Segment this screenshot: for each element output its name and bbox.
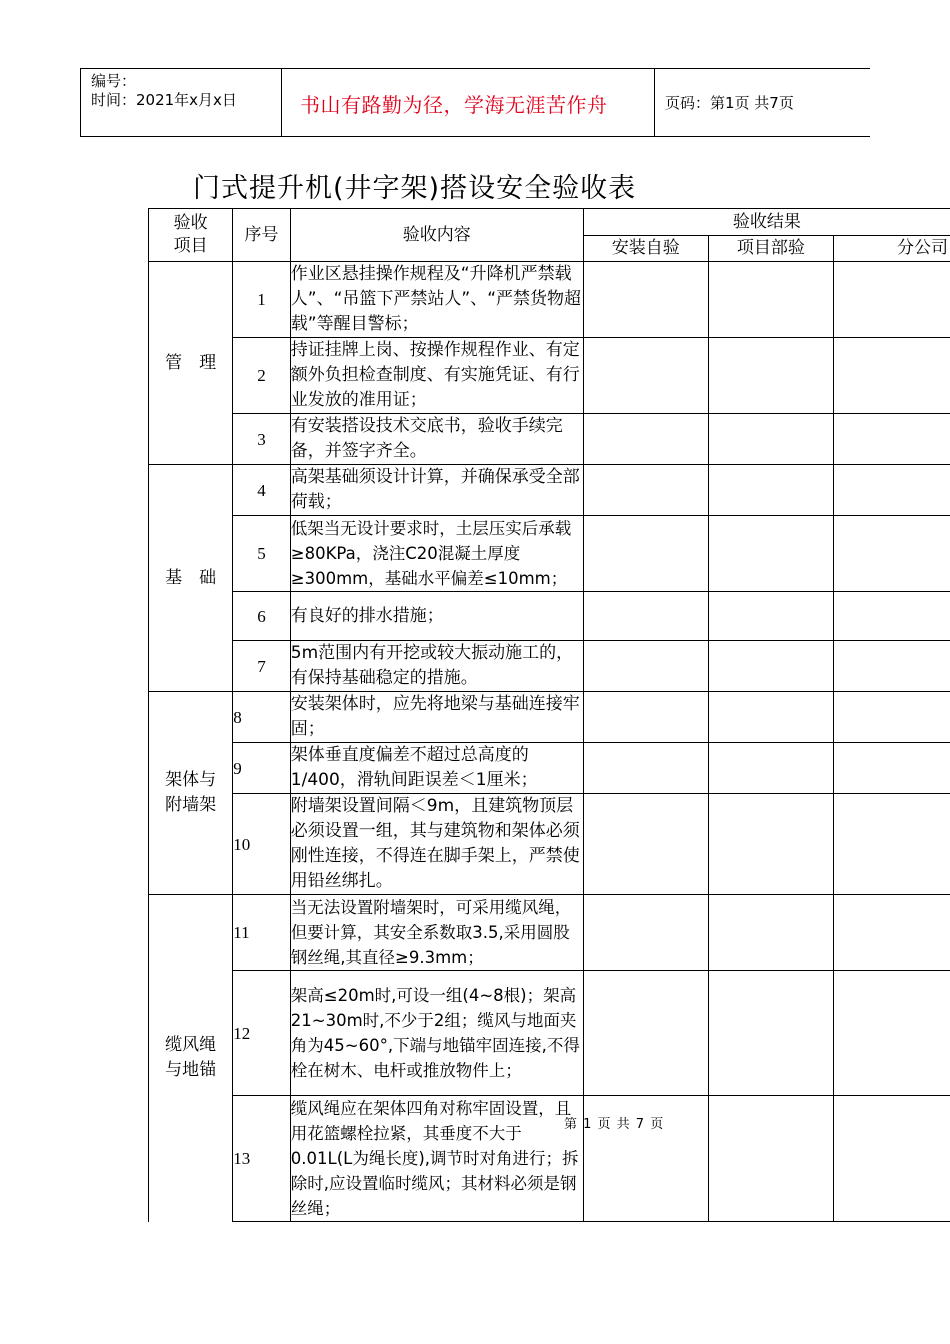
result-branch-cell[interactable] (833, 516, 950, 592)
row-number: 4 (233, 465, 291, 516)
table-row (149, 971, 950, 1096)
row-content: 架体垂直度偏差不超过总高度的1/400，滑轨间距误差＜1厘米； (290, 743, 583, 794)
row-content: 持证挂牌上岗、按操作规程作业、有定额外负担检查制度、有实施凭证、有行业发放的准用证； (290, 338, 583, 414)
header-content: 验收内容 (290, 209, 583, 262)
category-frame-wall (149, 692, 233, 895)
motto-text: 书山有路勤为径，学海无涯苦作舟 (300, 93, 608, 117)
result-branch-cell[interactable] (833, 895, 950, 971)
result-branch-cell[interactable] (833, 262, 950, 338)
document-title: 门式提升机(井字架)搭设安全验收表 (193, 173, 637, 204)
result-branch-cell[interactable] (833, 1096, 950, 1222)
result-self-cell[interactable] (583, 641, 708, 692)
table-row (149, 692, 950, 743)
table-row (149, 794, 950, 895)
table-row (149, 465, 950, 516)
table-row (149, 592, 950, 641)
time-label: 时间：2021年x月x日 (91, 91, 237, 109)
result-self-cell[interactable] (583, 338, 708, 414)
row-number: 2 (233, 338, 291, 414)
result-self-cell[interactable] (583, 743, 708, 794)
table-row (149, 1096, 950, 1222)
header-item (149, 209, 233, 262)
result-self-cell[interactable] (583, 516, 708, 592)
row-number: 6 (233, 592, 291, 641)
result-branch-cell[interactable] (833, 592, 950, 641)
result-dept-cell[interactable] (708, 692, 833, 743)
result-dept-cell[interactable] (708, 641, 833, 692)
row-content: 架高≤20m时,可设一组(4~8根)；架高21~30m时,不少于2组；缆风与地面夹角为45~60°,下端与地锚牢固连接,不得栓在树木、电杆或推放物件上； (290, 971, 583, 1096)
row-content: 作业区悬挂操作规程及“升降机严禁载人”、“吊篮下严禁站人”、“严禁货物超载”等醒目警标； (290, 262, 583, 338)
row-number: 3 (233, 414, 291, 465)
result-dept-cell[interactable] (708, 971, 833, 1096)
result-self-cell[interactable] (583, 414, 708, 465)
row-number: 12 (233, 971, 291, 1096)
row-content: 高架基础须设计计算，并确保承受全部荷载； (290, 465, 583, 516)
row-number: 11 (233, 895, 291, 971)
table-row (149, 516, 950, 592)
table-row (149, 414, 950, 465)
result-self-cell[interactable] (583, 262, 708, 338)
page-footer: 第 1 页 共 7 页 (564, 1117, 665, 1132)
table-row (149, 338, 950, 414)
row-content: 附墙架设置间隔＜9m，且建筑物顶层必须设置一组，其与建筑物和架体必须刚性连接，不得连在脚手架上，严禁使用铅丝绑扎。 (290, 794, 583, 895)
row-content: 当无法设置附墙架时，可采用缆风绳，但要计算，其安全系数取3.5,采用圆股钢丝绳,其直径≥9.3mm； (290, 895, 583, 971)
result-self-cell[interactable] (583, 465, 708, 516)
category-guy-rope (149, 895, 233, 1222)
result-branch-cell[interactable] (833, 971, 950, 1096)
result-dept-cell[interactable] (708, 262, 833, 338)
header-page-cell (654, 69, 871, 136)
page-code: 页码：第1页 共7页 (665, 94, 794, 112)
result-dept-cell[interactable] (708, 592, 833, 641)
row-content: 有良好的排水措施； (290, 592, 583, 641)
result-dept-cell[interactable] (708, 794, 833, 895)
header-self-check: 安装自验 (583, 236, 708, 262)
header-motto-cell (281, 69, 655, 136)
result-branch-cell[interactable] (833, 794, 950, 895)
row-number: 5 (233, 516, 291, 592)
result-branch-cell[interactable] (833, 641, 950, 692)
result-dept-cell[interactable] (708, 465, 833, 516)
result-self-cell[interactable] (583, 895, 708, 971)
header-result: 验收结果 (583, 209, 950, 236)
page-header (80, 68, 870, 137)
result-self-cell[interactable] (583, 794, 708, 895)
row-content: 缆风绳应在架体四角对称牢固设置，且用花篮螺栓拉紧，其垂度不大于0.01L(L为绳长度),调节时对角进行；拆除时,应设置临时缆风；其材料必须是钢丝绳； (290, 1096, 583, 1222)
table-row (149, 895, 950, 971)
header-dept-check: 项目部验 (708, 236, 833, 262)
row-number: 9 (233, 743, 291, 794)
result-branch-cell[interactable] (833, 338, 950, 414)
result-dept-cell[interactable] (708, 338, 833, 414)
header-info-cell (80, 69, 282, 136)
header-item-text: 验收 项目 (173, 213, 208, 256)
result-branch-cell[interactable] (833, 692, 950, 743)
result-self-cell[interactable] (583, 971, 708, 1096)
row-number: 10 (233, 794, 291, 895)
header-seq: 序号 (233, 209, 291, 262)
result-dept-cell[interactable] (708, 516, 833, 592)
number-label: 编号： (91, 72, 137, 90)
result-branch-cell[interactable] (833, 414, 950, 465)
result-self-cell[interactable] (583, 692, 708, 743)
result-self-cell[interactable] (583, 592, 708, 641)
row-number: 8 (233, 692, 291, 743)
result-dept-cell[interactable] (708, 414, 833, 465)
category-frame-wall-text: 架体与 附墙架 (165, 770, 217, 815)
category-guy-rope-text: 缆风绳 与地锚 (165, 1035, 217, 1081)
result-dept-cell[interactable] (708, 743, 833, 794)
result-branch-cell[interactable] (833, 465, 950, 516)
result-branch-cell[interactable] (833, 743, 950, 794)
header-branch-check: 分公司 (833, 236, 950, 262)
table-row (149, 641, 950, 692)
table-row (149, 743, 950, 794)
table-header-row (149, 209, 950, 236)
table-row (149, 262, 950, 338)
category-foundation: 基 础 (149, 465, 233, 692)
row-content: 安装架体时，应先将地梁与基础连接牢固； (290, 692, 583, 743)
result-dept-cell[interactable] (708, 1096, 833, 1222)
row-number: 13 (233, 1096, 291, 1222)
row-content: 低架当无设计要求时，土层压实后承载≥80KPa，浇注C20混凝土厚度≥300mm，基础水平偏差≤10mm； (290, 516, 583, 592)
row-number: 7 (233, 641, 291, 692)
category-management: 管 理 (149, 262, 233, 465)
row-number: 1 (233, 262, 291, 338)
row-content: 有安装搭设技术交底书，验收手续完备，并签字齐全。 (290, 414, 583, 465)
result-dept-cell[interactable] (708, 895, 833, 971)
acceptance-table (148, 208, 950, 1222)
row-content: 5m范围内有开挖或较大振动施工的，有保持基础稳定的措施。 (290, 641, 583, 692)
